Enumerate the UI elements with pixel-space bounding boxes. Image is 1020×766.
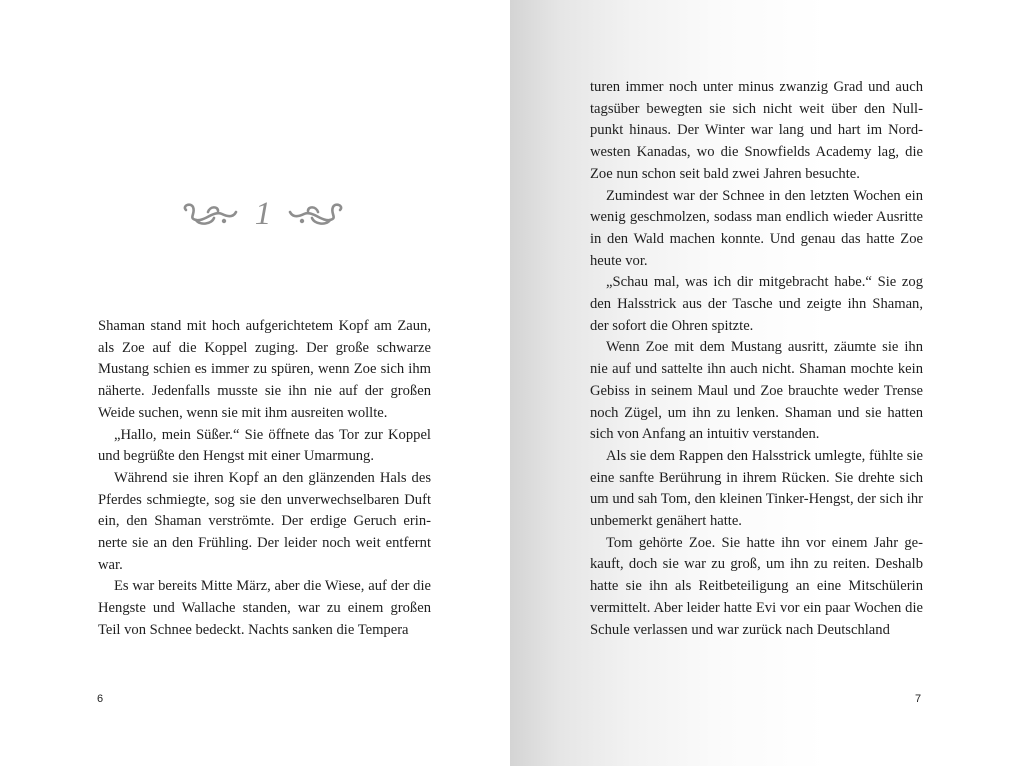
chapter-heading [178, 192, 348, 236]
chapter-number: 1 [254, 196, 272, 232]
right-page-body [590, 77, 923, 641]
paragraph: Zumindest war der Schnee in den letzten Wochen ein wenig geschmolzen, sodass man endlich wieder Ausritte in den Wald machen konnte. Und genau das hatte Zoe heute vor. [590, 187, 923, 269]
paragraph: Wenn Zoe mit dem Mustang ausritt, zäumte sie ihn nie auf und sattelte ihn auch nicht. Shaman mochte kein Gebiss in seinem Maul und Zoe brauchte weder Trense noch Zügel, um ihn zu lenken. Shaman und sie hatten sich von Anfang an intuitiv verstanden. [590, 339, 923, 443]
paragraph: Während sie ihren Kopf an den glänzenden Hals des Pferdes schmiegte, sog sie den unverwechselbaren Duft ein, den Shaman verströmte. Der erdige Geruch erinnerte sie an den Frühling. Der leider noch weit entfernt war. [98, 469, 431, 573]
paragraph: „Schau mal, was ich dir mitgebracht habe.“ Sie zog den Halsstrick aus der Tasche und zeigte ihn Shaman, der sofort die Ohren spitzte. [590, 274, 923, 334]
paragraph: Shaman stand mit hoch aufgerichtetem Kopf am Zaun, als Zoe auf die Koppel zuging. Der große schwarze Mustang schien es immer zu spüren, wenn Zoe sich ihm näherte. Jedenfalls musste sie ihn nie auf der großen Weide suchen, wenn sie mit ihm ausreiten wollte. [98, 318, 431, 421]
page-number-right: 7 [915, 693, 922, 705]
left-page-body [98, 316, 431, 642]
paragraph: Es war bereits Mitte März, aber die Wiese, auf der die Hengste und Wallache standen, war zu einem großen Teil von Schnee bedeckt. Nachts sanken die Tempera [98, 578, 431, 638]
right-page [510, 0, 1020, 766]
paragraph: turen immer noch unter minus zwanzig Grad und auch tagsüber bewegten sie sich nicht weit über den Nullpunkt hinaus. Der Winter war lang und hart im Nordwesten Kanadas, wo die Snowfields Academy lag, die Zoe nun schon seit bald zwei Jahren besuchte. [590, 79, 923, 182]
page-number-left: 6 [97, 693, 104, 705]
paragraph: Als sie dem Rappen den Halsstrick umlegte, fühlte sie eine sanfte Berührung in ihrem Rücken. Sie drehte sich um und sah Tom, den kleinen Tinker-Hengst, der sich ihr unbemerkt genähert hatte. [590, 447, 923, 530]
paragraph: „Hallo, mein Süßer.“ Sie öffnete das Tor zur Koppel und begrüßte den Hengst mit einer Umarmung. [98, 426, 431, 465]
paragraph: Tom gehörte Zoe. Sie hatte ihn vor einem Jahr gekauft, doch sie war zu groß, um ihn zu reiten. Deshalb hatte sie ihn als Reitbeteiligung an eine Mitschülerin vermittelt. Aber leider hatte Evi vor ein paar Wochen die Schule verlassen und war zurück nach Deutschland [590, 534, 923, 638]
